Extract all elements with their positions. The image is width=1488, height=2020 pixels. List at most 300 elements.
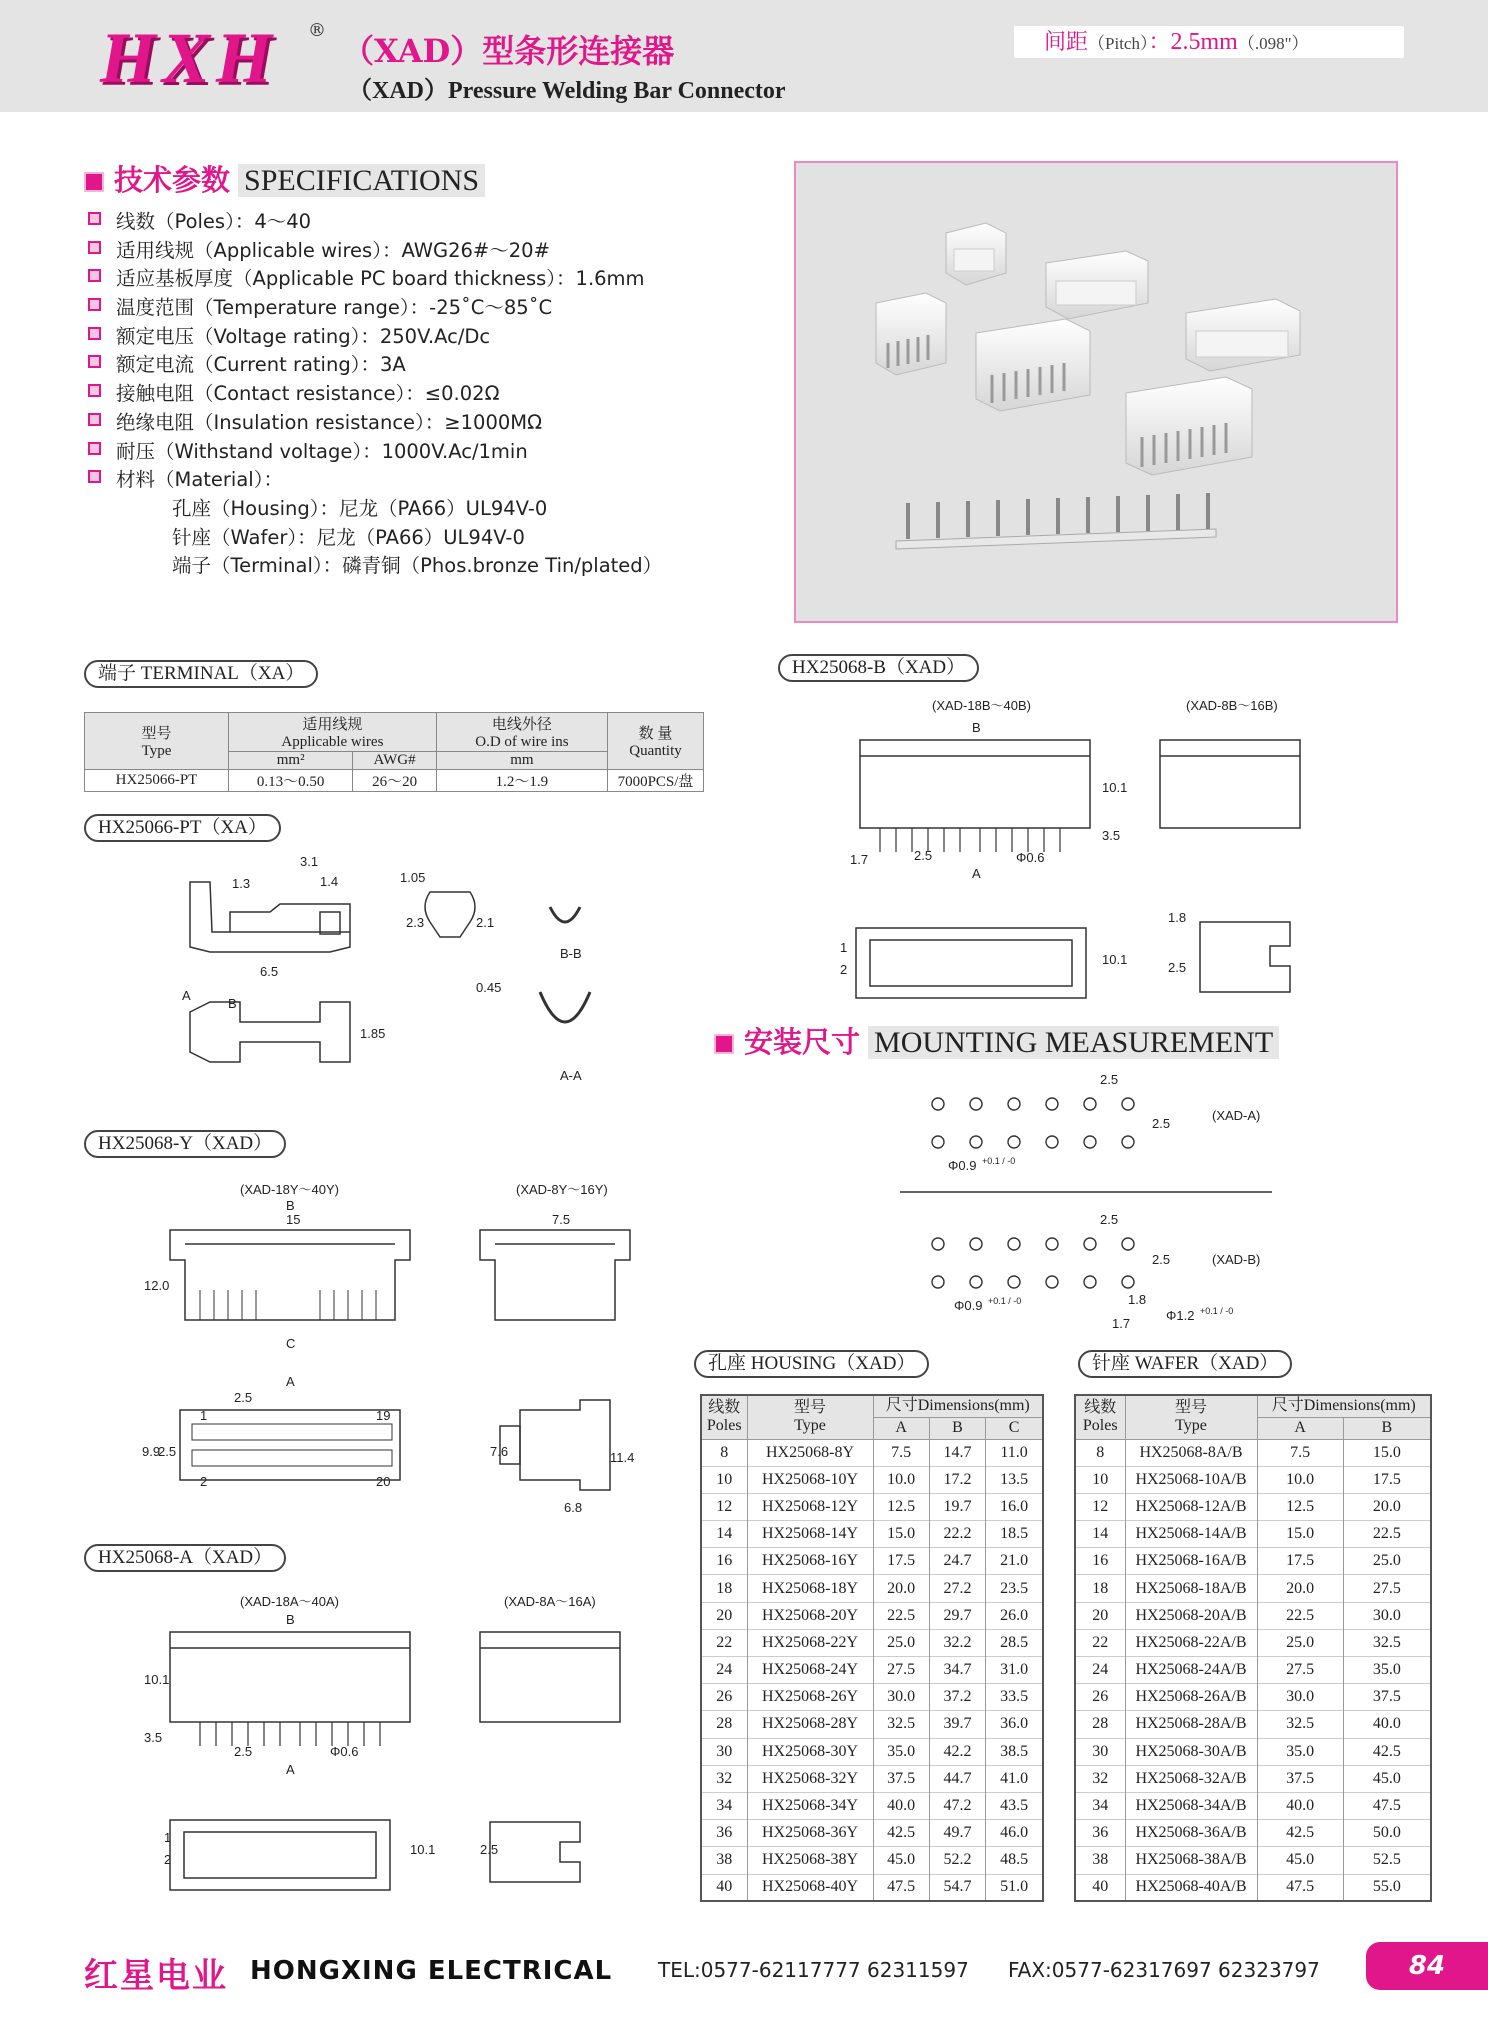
fax: FAX:0577-62317697 62323797 [1008, 1958, 1320, 1982]
table-cell: 32.2 [929, 1629, 985, 1656]
table-cell: 14.7 [929, 1439, 985, 1466]
col-wires: 适用线规 Applicable wires [229, 713, 437, 752]
dim-label: B [286, 1198, 295, 1213]
dim-label: 20 [376, 1474, 391, 1489]
dim-label: 11.4 [610, 1450, 635, 1465]
table-row [701, 1847, 1043, 1874]
table-cell: 7.5 [873, 1439, 929, 1466]
table-cell: HX25068-24Y [747, 1657, 873, 1684]
dim-label: B [286, 1612, 295, 1627]
dim-label: 10.1 [1102, 780, 1128, 795]
table-cell: 27.5 [1257, 1657, 1343, 1684]
y-label: HX25068-Y（XAD） [84, 1130, 286, 1158]
dim-label: 1 [164, 1830, 172, 1845]
range-label: (XAD-8Y～16Y) [516, 1182, 608, 1197]
title-chinese: （XAD）型条形连接器 [342, 32, 675, 70]
table-cell: 21.0 [986, 1548, 1043, 1575]
square-bullet-icon [88, 355, 101, 368]
table-cell: 16.0 [986, 1493, 1043, 1520]
mounting-heading-en: MOUNTING MEASUREMENT [868, 1026, 1279, 1059]
dim-label: 2 [200, 1474, 208, 1489]
table-row [701, 1466, 1043, 1493]
spec-item: 适应基板厚度（Applicable PC board thickness）：1.6mm [88, 263, 748, 292]
table-cell: 17.5 [1257, 1548, 1343, 1575]
col-poles: 线数 Poles [701, 1395, 747, 1439]
table-cell: 30.0 [873, 1684, 929, 1711]
table-cell: 32.5 [1343, 1629, 1431, 1656]
col-c: C [986, 1417, 1043, 1439]
pitch-inch: （.098"） [1237, 34, 1309, 53]
table-cell: 22.5 [1257, 1602, 1343, 1629]
spec-material: 端子（Terminal）：磷青铜（Phos.bronze Tin/plated） [172, 554, 663, 578]
table-cell: 45.0 [1343, 1765, 1431, 1792]
dim-label: B [228, 996, 237, 1011]
table-cell: 33.5 [986, 1684, 1043, 1711]
dim-label: 12.0 [144, 1278, 170, 1293]
dim-label: 1.8 [1128, 1292, 1147, 1307]
table-cell: HX25068-8A/B [1125, 1439, 1257, 1466]
table-cell: 30.0 [1257, 1684, 1343, 1711]
dim-label: C [286, 1336, 296, 1351]
table-cell: HX25068-28A/B [1125, 1711, 1257, 1738]
table-cell: HX25068-18Y [747, 1575, 873, 1602]
table-row [1075, 1711, 1431, 1738]
table-cell: 45.0 [873, 1847, 929, 1874]
table-cell: HX25068-16Y [747, 1548, 873, 1575]
spec-item: 绝缘电阻（Insulation resistance）：≥1000MΩ [88, 407, 748, 436]
table-cell: HX25068-8Y [747, 1439, 873, 1466]
title-english: （XAD）Pressure Welding Bar Connector [348, 78, 786, 104]
dim-label: 1.7 [1112, 1316, 1131, 1331]
table-cell: 18 [1075, 1575, 1125, 1602]
col-type: 型号 Type [85, 713, 229, 770]
brand-logo: HXH [100, 18, 279, 98]
dim-label: 1.4 [320, 874, 339, 889]
table-cell: 24 [701, 1657, 747, 1684]
range-label: (XAD-18Y～40Y) [240, 1182, 339, 1197]
table-cell: 31.0 [986, 1657, 1043, 1684]
col-dims: 尺寸Dimensions(mm) [873, 1395, 1043, 1417]
dim-label: 3.5 [144, 1730, 163, 1745]
table-cell: 40.0 [1343, 1711, 1431, 1738]
square-bullet-icon [714, 1034, 734, 1054]
pitch-label: （Pitch） [1088, 34, 1149, 53]
table-cell: 20 [1075, 1602, 1125, 1629]
table-cell: HX25068-38A/B [1125, 1847, 1257, 1874]
table-cell: 8 [1075, 1439, 1125, 1466]
dim-label: 2.5 [1168, 960, 1187, 975]
table-cell: 15.0 [1257, 1521, 1343, 1548]
table-cell: 19.7 [929, 1493, 985, 1520]
table-row [701, 1657, 1043, 1684]
terminal-table [84, 712, 704, 792]
table-cell: 47.5 [873, 1874, 929, 1901]
spec-item: 额定电压（Voltage rating）：250V.Ac/Dc [88, 321, 748, 350]
table-row [1075, 1602, 1431, 1629]
table-row [701, 1792, 1043, 1819]
pitch-cn: 间距 [1044, 29, 1089, 54]
table-cell: 40.0 [873, 1792, 929, 1819]
range-label: (XAD-8B～16B) [1186, 698, 1278, 713]
dim-label: A [286, 1374, 295, 1389]
dim-label: 1.05 [400, 870, 426, 885]
table-cell: 17.5 [1343, 1466, 1431, 1493]
table-row [1075, 1792, 1431, 1819]
mounting-diagram [900, 1068, 1360, 1358]
table-cell: 36 [1075, 1820, 1125, 1847]
spec-list [88, 206, 748, 579]
dim-label: Φ0.9 [954, 1298, 983, 1313]
table-cell: HX25068-26Y [747, 1684, 873, 1711]
telephone: TEL:0577-62117777 62311597 [658, 1958, 969, 1982]
table-cell: 34 [701, 1792, 747, 1819]
table-cell: 34 [1075, 1792, 1125, 1819]
wafer-small-illustration [876, 293, 946, 375]
spec-material: 针座（Wafer）：尼龙（PA66）UL94V-0 [172, 525, 525, 549]
table-cell: 22.2 [929, 1521, 985, 1548]
table-cell: 17.5 [873, 1548, 929, 1575]
dim-label: 9.9 [142, 1444, 161, 1459]
dim-label: A [972, 866, 981, 881]
table-cell: HX25068-40Y [747, 1874, 873, 1901]
table-cell: HX25068-36A/B [1125, 1820, 1257, 1847]
table-row [1075, 1820, 1431, 1847]
table-row [701, 1602, 1043, 1629]
table-cell: 32 [701, 1765, 747, 1792]
dim-label: 10.1 [410, 1842, 436, 1857]
col-b: B [929, 1417, 985, 1439]
table-cell: 37.2 [929, 1684, 985, 1711]
mounting-b-label: (XAD-B) [1212, 1252, 1261, 1267]
table-cell: 35.0 [1257, 1738, 1343, 1765]
table-cell: 51.0 [986, 1874, 1043, 1901]
table-cell: 54.7 [929, 1874, 985, 1901]
dim-label: 1 [840, 940, 848, 955]
table-row: HX25066-PT 0.13～0.50 26～20 1.2～1.9 7000PCS/盘 [85, 770, 704, 792]
table-cell: 34.7 [929, 1657, 985, 1684]
table-cell: 42.5 [1343, 1738, 1431, 1765]
table-cell: 25.0 [1343, 1548, 1431, 1575]
table-row [701, 1493, 1043, 1520]
table-cell: 40 [701, 1874, 747, 1901]
dim-label: 7.6 [490, 1444, 509, 1459]
table-cell: 37.5 [1343, 1684, 1431, 1711]
spec-material: 孔座（Housing）：尼龙（PA66）UL94V-0 [172, 496, 548, 520]
table-cell: 38 [1075, 1847, 1125, 1874]
housing-table-body [701, 1439, 1043, 1901]
table-cell: 47.5 [1343, 1792, 1431, 1819]
table-cell: 29.7 [929, 1602, 985, 1629]
table-row [1075, 1521, 1431, 1548]
table-cell: 36.0 [986, 1711, 1043, 1738]
range-label: (XAD-18B～40B) [932, 698, 1031, 713]
housing-large-illustration [1186, 299, 1300, 371]
table-cell: 32 [1075, 1765, 1125, 1792]
table-cell: HX25068-28Y [747, 1711, 873, 1738]
dim-label: Φ1.2 [1166, 1308, 1195, 1323]
dim-label: 2.5 [480, 1842, 499, 1857]
table-cell: 28 [701, 1711, 747, 1738]
col-a: A [1257, 1417, 1343, 1439]
company-name-en: HONGXING ELECTRICAL [250, 1956, 613, 1986]
table-cell: 55.0 [1343, 1874, 1431, 1901]
table-cell: HX25068-14Y [747, 1521, 873, 1548]
table-cell: 37.5 [1257, 1765, 1343, 1792]
table-row [1075, 1765, 1431, 1792]
mounting-heading [714, 1020, 1279, 1061]
table-row [1075, 1738, 1431, 1765]
registered-mark: ® [308, 20, 326, 41]
table-cell: 14 [701, 1521, 747, 1548]
table-row [701, 1684, 1043, 1711]
dim-label: 6.5 [260, 964, 279, 979]
dim-label: B-B [560, 946, 582, 961]
dim-label: +0.1 / -0 [982, 1156, 1016, 1166]
table-row [701, 1820, 1043, 1847]
table-cell: 17.2 [929, 1466, 985, 1493]
company-name-cn: 红星电业 [84, 1956, 228, 1996]
table-cell: 18 [701, 1575, 747, 1602]
table-cell: 30 [1075, 1738, 1125, 1765]
table-cell: HX25068-24A/B [1125, 1657, 1257, 1684]
dim-label: 1.8 [1168, 910, 1187, 925]
dim-label: 3.1 [300, 854, 319, 869]
housing-medium-illustration [1046, 251, 1148, 319]
table-cell: 41.0 [986, 1765, 1043, 1792]
table-cell: 47.5 [1257, 1874, 1343, 1901]
spec-item: 耐压（Withstand voltage）：1000V.Ac/1min [88, 436, 748, 465]
table-cell: 38.5 [986, 1738, 1043, 1765]
wafer-b-drawing [840, 696, 1320, 1016]
table-cell: 25.0 [873, 1629, 929, 1656]
dim-label: 6.8 [564, 1500, 583, 1515]
pitch-value: 2.5mm [1170, 29, 1238, 55]
table-cell: 30 [701, 1738, 747, 1765]
table-cell: 11.0 [986, 1439, 1043, 1466]
specs-heading-cn: 技术参数 [114, 163, 231, 197]
table-cell: HX25068-36Y [747, 1820, 873, 1847]
product-photo [794, 161, 1398, 623]
col-type: 型号 Type [1125, 1395, 1257, 1439]
dim-label: 1 [200, 1408, 208, 1423]
table-cell: 23.5 [986, 1575, 1043, 1602]
square-bullet-icon [88, 413, 101, 426]
table-cell: HX25068-16A/B [1125, 1548, 1257, 1575]
pitch-box [1014, 26, 1404, 58]
table-cell: 10 [1075, 1466, 1125, 1493]
connector-photo-illustration [796, 163, 1396, 621]
table-cell: 40.0 [1257, 1792, 1343, 1819]
table-cell: 14 [1075, 1521, 1125, 1548]
table-cell: 48.5 [986, 1847, 1043, 1874]
table-row [1075, 1847, 1431, 1874]
table-row [701, 1575, 1043, 1602]
table-cell: 32.5 [873, 1711, 929, 1738]
col-type: 型号 Type [747, 1395, 873, 1439]
table-row [1075, 1629, 1431, 1656]
table-cell: 28.5 [986, 1629, 1043, 1656]
col-qty: 数 量 Quantity [608, 713, 704, 770]
dim-label: 10.1 [144, 1672, 170, 1687]
spec-item: 额定电流（Current rating）：3A [88, 349, 748, 378]
table-cell: 35.0 [1343, 1657, 1431, 1684]
table-cell: HX25068-12Y [747, 1493, 873, 1520]
table-cell: 15.0 [1343, 1439, 1431, 1466]
table-cell: HX25068-32A/B [1125, 1765, 1257, 1792]
wafer-table-body [1075, 1439, 1431, 1901]
dim-label: +0.1 / -0 [988, 1296, 1022, 1306]
table-row [701, 1629, 1043, 1656]
dim-label: 1.3 [232, 876, 251, 891]
terminal-strip-illustration [896, 493, 1216, 549]
table-row [1075, 1493, 1431, 1520]
table-row [1075, 1684, 1431, 1711]
dim-label: 2.5 [158, 1444, 177, 1459]
housing-label: 孔座 HOUSING（XAD） [694, 1350, 929, 1378]
table-cell: 28 [1075, 1711, 1125, 1738]
table-cell: 42.2 [929, 1738, 985, 1765]
table-cell: HX25068-34A/B [1125, 1792, 1257, 1819]
square-bullet-icon [88, 241, 101, 254]
col-od: 电线外径 O.D of wire ins [436, 713, 607, 752]
dim-label: 10.1 [1102, 952, 1128, 967]
terminal-label: 端子 TERMINAL（XA） [84, 660, 318, 688]
dim-label: Φ0.6 [330, 1744, 359, 1759]
spec-item: 接触电阻（Contact resistance）：≤0.02Ω [88, 378, 748, 407]
table-cell: 10.0 [873, 1466, 929, 1493]
table-cell: HX25068-10Y [747, 1466, 873, 1493]
specs-heading [84, 158, 485, 199]
table-cell: 36 [701, 1820, 747, 1847]
table-cell: 20.0 [873, 1575, 929, 1602]
wafer-label: 针座 WAFER（XAD） [1078, 1350, 1292, 1378]
table-cell: 12 [701, 1493, 747, 1520]
dim-label: +0.1 / -0 [1200, 1306, 1234, 1316]
square-bullet-icon [88, 384, 101, 397]
dim-label: 2 [840, 962, 848, 977]
table-cell: 22 [701, 1629, 747, 1656]
dim-label: 2 [164, 1852, 172, 1867]
table-cell: 44.7 [929, 1765, 985, 1792]
table-cell: 46.0 [986, 1820, 1043, 1847]
dim-label: 2.5 [1100, 1212, 1119, 1227]
table-cell: 26.0 [986, 1602, 1043, 1629]
table-cell: 12.5 [1257, 1493, 1343, 1520]
table-cell: HX25068-38Y [747, 1847, 873, 1874]
table-cell: 38 [701, 1847, 747, 1874]
col-b: B [1343, 1417, 1431, 1439]
wafer-a-drawing [140, 1592, 660, 1902]
table-row [1075, 1466, 1431, 1493]
table-cell: HX25068-34Y [747, 1792, 873, 1819]
dim-label: A [286, 1762, 295, 1777]
col-dims: 尺寸Dimensions(mm) [1257, 1395, 1431, 1417]
dim-label: 7.5 [552, 1212, 571, 1227]
dim-label: 2.5 [1100, 1072, 1119, 1087]
table-cell: HX25068-10A/B [1125, 1466, 1257, 1493]
col-od-unit: mm [436, 752, 607, 770]
dim-label: A [182, 988, 191, 1003]
dim-label: 2.5 [1152, 1116, 1171, 1131]
table-cell: 39.7 [929, 1711, 985, 1738]
wafer-table [1074, 1394, 1432, 1902]
dim-label: 0.45 [476, 980, 502, 995]
col-mm: mm² [229, 752, 353, 770]
table-cell: HX25068-26A/B [1125, 1684, 1257, 1711]
table-cell: 47.2 [929, 1792, 985, 1819]
table-cell: 16 [701, 1548, 747, 1575]
table-row [1075, 1874, 1431, 1901]
dim-label: 2.5 [234, 1390, 253, 1405]
specs-heading-en: SPECIFICATIONS [238, 164, 485, 197]
table-cell: HX25068-18A/B [1125, 1575, 1257, 1602]
table-cell: 26 [701, 1684, 747, 1711]
table-cell: 16 [1075, 1548, 1125, 1575]
table-cell: HX25068-22Y [747, 1629, 873, 1656]
dim-label: 1.85 [360, 1026, 386, 1041]
table-cell: 18.5 [986, 1521, 1043, 1548]
spec-item: 线数（Poles）：4～40 [88, 206, 748, 235]
table-row [701, 1521, 1043, 1548]
table-cell: 30.0 [1343, 1602, 1431, 1629]
table-row [701, 1738, 1043, 1765]
table-cell: 12.5 [873, 1493, 929, 1520]
table-cell: 27.5 [1343, 1575, 1431, 1602]
table-cell: 10.0 [1257, 1466, 1343, 1493]
dim-label: Φ0.6 [1016, 850, 1045, 865]
spec-item: 温度范围（Temperature range）：-25˚C～85˚C [88, 292, 748, 321]
table-cell: HX25068-30A/B [1125, 1738, 1257, 1765]
spec-item: 适用线规（Applicable wires）：AWG26#～20# [88, 235, 748, 264]
table-cell: HX25068-40A/B [1125, 1874, 1257, 1901]
square-bullet-icon [88, 442, 101, 455]
table-row [1075, 1657, 1431, 1684]
dim-label: Φ0.9 [948, 1158, 977, 1173]
table-cell: 24 [1075, 1657, 1125, 1684]
housing-small-illustration [946, 223, 1006, 285]
table-cell: 45.0 [1257, 1847, 1343, 1874]
dim-label: 2.1 [476, 915, 495, 930]
table-cell: 12 [1075, 1493, 1125, 1520]
table-cell: 50.0 [1343, 1820, 1431, 1847]
table-cell: 10 [701, 1466, 747, 1493]
table-cell: 43.5 [986, 1792, 1043, 1819]
page-number: 84 [1366, 1942, 1488, 1990]
spec-item: 材料（Material）： [88, 464, 748, 493]
mounting-a-label: (XAD-A) [1212, 1108, 1261, 1123]
table-cell: 8 [701, 1439, 747, 1466]
dim-label: 2.5 [234, 1744, 253, 1759]
table-cell: 22.5 [873, 1602, 929, 1629]
range-label: (XAD-18A～40A) [240, 1594, 339, 1609]
square-bullet-icon [84, 172, 104, 192]
housing-table [700, 1394, 1044, 1902]
table-cell: HX25068-22A/B [1125, 1629, 1257, 1656]
table-cell: 37.5 [873, 1765, 929, 1792]
table-cell: 27.5 [873, 1657, 929, 1684]
wafer-medium-illustration [976, 319, 1090, 411]
table-cell: 20 [701, 1602, 747, 1629]
square-bullet-icon [88, 298, 101, 311]
square-bullet-icon [88, 327, 101, 340]
col-a: A [873, 1417, 929, 1439]
dim-label: 2.5 [914, 848, 933, 863]
table-row [1075, 1439, 1431, 1466]
dim-label: 2.3 [406, 915, 425, 930]
table-cell: HX25068-32Y [747, 1765, 873, 1792]
table-row [701, 1548, 1043, 1575]
range-label: (XAD-8A～16A) [504, 1594, 596, 1609]
